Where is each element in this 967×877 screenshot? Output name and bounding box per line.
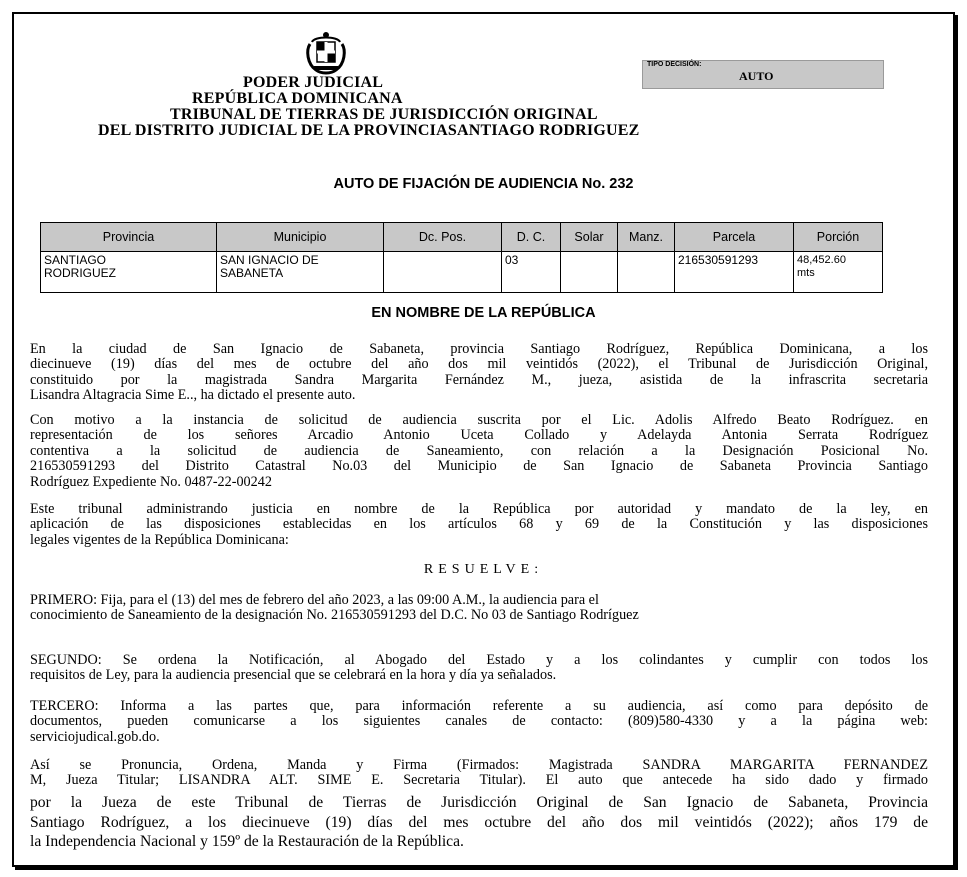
cell-porcion: 48,452.60 mts [794, 252, 883, 293]
parcel-table [40, 222, 883, 293]
paragraph-primero: PRIMERO: Fija, para el (13) del mes de febrero del año 2023, a las 09:00 A.M., la audiencia para el conocimiento de Saneamiento de la designación No. 216530591293 del D.C. No 03 de Santiago Rodríguez [30, 592, 639, 624]
decision-type-value: AUTO [739, 69, 774, 83]
paragraph-motive: Con motivo a la instancia de solicitud de audiencia suscrita por el Lic. Adolis Alfredo Beato Rodríguez. en representación de los señores Arcadio Antonio Uceta Collado y Adelayda Antonia Serrata Rodríguez contentiva a la solicitud de audiencia de Saneamiento, con relación a la Designación Posicional No. 216530591293 del Distrito Catastral No.03 del Municipio de San Ignacio de Sabaneta Provincia Santiago Rodríguez Expediente No. 0487-22-00242 [30, 412, 928, 490]
col-parcela: Parcela [675, 223, 794, 252]
header-line-4: DEL DISTRITO JUDICIAL DE LA PROVINCIASANTIAGO RODRIGUEZ [98, 122, 640, 139]
coat-of-arms-icon [304, 30, 348, 76]
document-title: AUTO DE FIJACIÓN DE AUDIENCIA No. 232 [333, 176, 634, 192]
col-dc-pos: Dc. Pos. [384, 223, 502, 252]
col-porcion: Porción [794, 223, 883, 252]
paragraph-segundo: SEGUNDO: Se ordena la Notificación, al Abogado del Estado y a los colindantes y cumplir con todos los requisitos de Ley, para la audiencia presencial que se celebrará en la hora y día ya señalados. [30, 652, 928, 684]
cell-dc-pos [384, 252, 502, 293]
cell-dc: 03 [502, 252, 561, 293]
header-line-2: REPÚBLICA DOMINICANA [192, 90, 403, 107]
table-header-row [41, 223, 883, 252]
paragraph-closing-continued: por la Jueza de este Tribunal de Tierras de Jurisdicción Original de San Ignacio de Sabaneta, Provincia Santiago Rodríguez, a los diecinueve (19) días del mes octubre del año dos mil veintidós (2022); años 179 de la Independencia Nacional y 159º de la Restauración de la República. [30, 794, 928, 850]
cell-parcela: 216530591293 [675, 252, 794, 293]
paragraph-intro: En la ciudad de San Ignacio de Sabaneta, provincia Santiago Rodríguez, República Dominicana, a los diecinueve (19) días del mes de octubre del año dos mil veintidós (2022), el Tribunal de Jurisdicción Original, constituido por la magistrada Sandra Margarita Fernández M., jueza, asistida de la infrascrita secretaria Lisandra Altagracia Sime E.., ha dictado el presente auto. [30, 341, 928, 404]
decision-type-box [642, 60, 884, 89]
header-line-3: TRIBUNAL DE TIERRAS DE JURISDICCIÓN ORIGINAL [170, 106, 598, 123]
paragraph-tribunal: Este tribunal administrando justicia en nombre de la República por autoridad y mandato de la ley, en aplicación de las disposiciones establecidas en los artículos 68 y 69 de la Constitución y las disposiciones legales vigentes de la República Dominicana: [30, 501, 928, 548]
cell-provincia: SANTIAGO RODRIGUEZ [41, 252, 217, 293]
republic-heading: EN NOMBRE DE LA REPÚBLICA [371, 305, 596, 321]
cell-municipio: SAN IGNACIO DE SABANETA [217, 252, 384, 293]
col-provincia: Provincia [41, 223, 217, 252]
resuelve-heading: RESUELVE: [423, 562, 544, 577]
decision-type-label: TIPO DECISIÓN: [647, 61, 702, 68]
col-municipio: Municipio [217, 223, 384, 252]
paragraph-tercero: TERCERO: Informa a las partes que, para información referente a su audiencia, así como para depósito de documentos, pueden comunicarse a los siguientes canales de contacto: (809)580-4330 y a la página web: serviciojudical.gob.do. [30, 698, 928, 745]
col-dc: D. C. [502, 223, 561, 252]
table-row [41, 252, 883, 293]
header-line-1: PODER JUDICIAL [243, 74, 384, 91]
col-manz: Manz. [618, 223, 675, 252]
paragraph-closing: Así se Pronuncia, Ordena, Manda y Firma (Firmados: Magistrada SANDRA MARGARITA FERNANDEZ M, Jueza Titular; LISANDRA ALT. SIME E. Secretaria Titular). El auto que antecede ha sido dado y firmado [30, 757, 928, 789]
cell-solar [561, 252, 618, 293]
cell-manz [618, 252, 675, 293]
col-solar: Solar [561, 223, 618, 252]
